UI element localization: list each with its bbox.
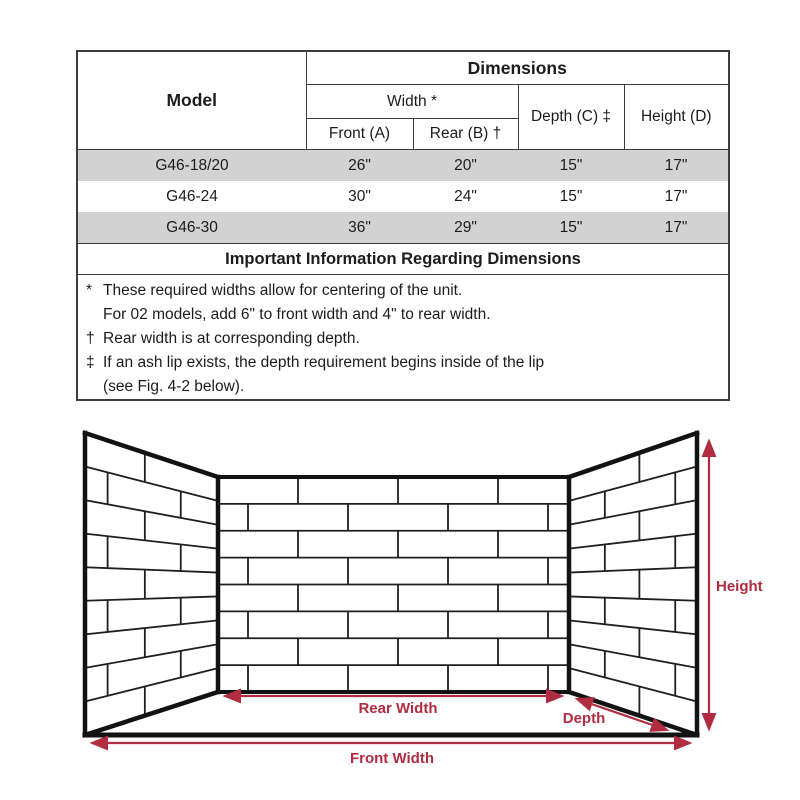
header-width-group: Width * [306, 85, 518, 119]
cell-height: 17" [624, 150, 729, 182]
footnote-ash-lip [86, 351, 720, 399]
depth-label: Depth [562, 710, 606, 727]
brick-joint-line [569, 567, 697, 572]
front-width-label: Front Width [349, 750, 435, 767]
cell-model: G46-24 [166, 187, 218, 205]
cell-rear-width: 20" [413, 150, 518, 182]
header-depth: Depth (C) ‡ [518, 85, 624, 150]
height-label: Height [716, 578, 763, 595]
footnote-symbol: * [86, 282, 93, 299]
cell-front-width: 36" [306, 212, 413, 244]
brick-joint-line [569, 500, 697, 525]
table-row [77, 212, 729, 244]
brick-joint-line [569, 620, 697, 634]
cell-height: 17" [624, 212, 729, 244]
cell-height: 17" [664, 187, 688, 205]
footnote-text [103, 327, 720, 351]
header-dimensions: Dimensions [306, 51, 729, 85]
info-header: Important Information Regarding Dimensions [77, 244, 729, 275]
footnote-line: (see Fig. 4-2 below). [103, 378, 245, 395]
brick-joint-line [85, 567, 218, 572]
cell-model: G46-18/20 [77, 150, 306, 182]
right-wall-bricks [569, 453, 697, 716]
footnotes-row [77, 275, 729, 401]
cell-rear-width: 24" [454, 187, 477, 205]
footnote-rear-width [86, 327, 720, 351]
footnotes [77, 275, 729, 401]
brick-joint-line [569, 644, 697, 668]
brick-joint-line [569, 596, 697, 600]
header-height: Height (D) [624, 85, 729, 150]
cell-depth: 15" [518, 212, 624, 244]
cell-rear-width: 29" [413, 212, 518, 244]
footnote-text [103, 279, 720, 327]
footnote-symbol: ‡ [86, 354, 95, 371]
brick-joint-line [85, 534, 218, 549]
left-wall-outline [85, 433, 218, 735]
left-wall-bricks [85, 453, 218, 716]
cell-front-width: 26" [306, 150, 413, 182]
header-model: Model [77, 51, 306, 150]
brick-joint-line [85, 620, 218, 634]
rear-width-label: Rear Width [358, 700, 438, 717]
header-row-top [77, 51, 729, 85]
cell-depth: 15" [518, 150, 624, 182]
dimensions-table [76, 50, 730, 401]
cell-model: G46-30 [77, 212, 306, 244]
cell-depth: 15" [559, 187, 583, 205]
footnote-text [103, 351, 720, 399]
back-wall-bricks [218, 477, 569, 692]
brick-joint-line [85, 500, 218, 525]
info-header-row [77, 244, 729, 275]
footnote-symbol: † [86, 330, 95, 347]
header-rear: Rear (B) † [413, 119, 518, 150]
footnote-line: Rear width is at corresponding depth. [103, 330, 360, 347]
brick-joint-line [85, 596, 218, 600]
header-front: Front (A) [306, 119, 413, 150]
table-row [77, 181, 729, 212]
footnote-line: For 02 models, add 6" to front width and 4" to rear width. [103, 306, 491, 323]
brick-joint-line [85, 644, 218, 668]
footnote-line: If an ash lip exists, the depth requirement begins inside of the lip [103, 354, 545, 371]
cell-front-width: 30" [348, 187, 371, 205]
fireplace-diagram [0, 430, 800, 800]
footnote-line: These required widths allow for centering of the unit. [103, 282, 463, 299]
footnote-widths [86, 279, 720, 327]
table-row [77, 150, 729, 182]
right-wall-outline [569, 433, 697, 735]
brick-joint-line [569, 534, 697, 549]
